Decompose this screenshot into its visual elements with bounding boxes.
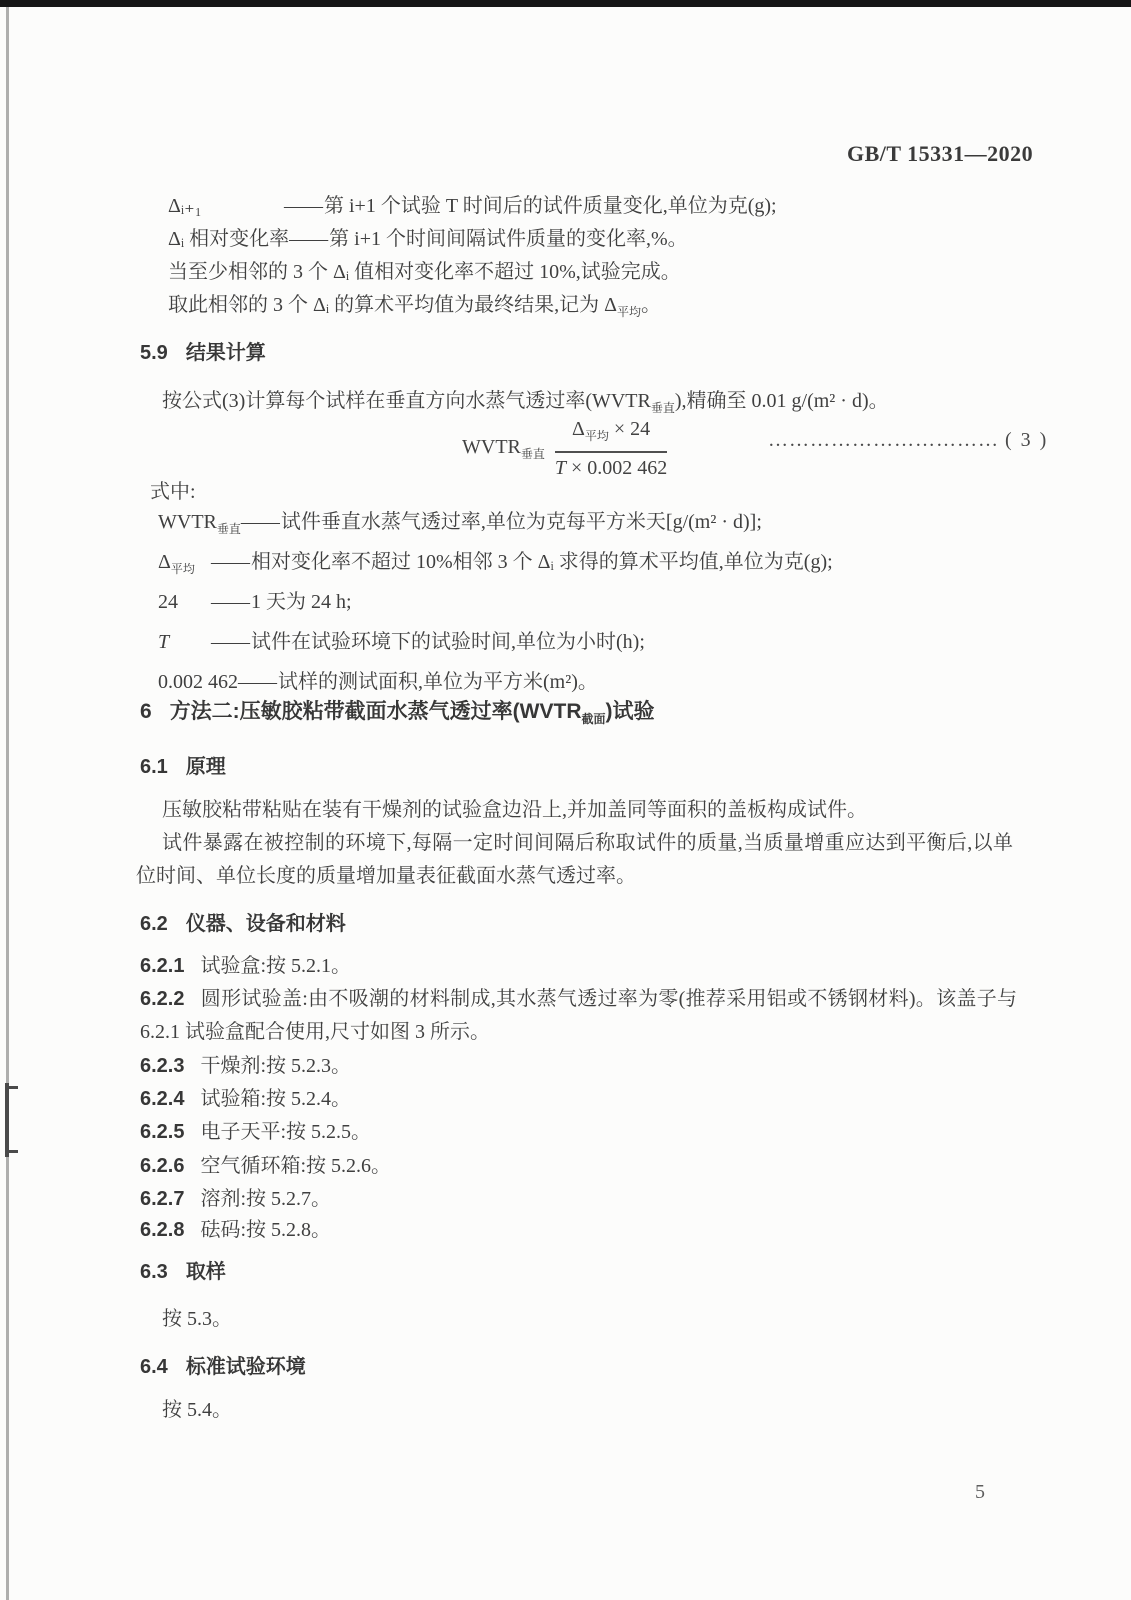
clause-number: 6.2.5: [140, 1121, 185, 1143]
subscript-label: 垂直: [650, 401, 675, 415]
where-dash: ——: [211, 591, 249, 613]
fraction: [555, 416, 667, 481]
where-dash: ——: [211, 551, 249, 573]
definition-term: Δᵢ₊₁: [168, 195, 202, 217]
where-dash: ——: [211, 631, 249, 653]
clause-item: [140, 1083, 1017, 1116]
definition-term: Δᵢ 相对变化率: [168, 228, 290, 250]
heading-title: 结果计算: [185, 342, 266, 364]
leader-dots: ……………………………: [768, 429, 999, 451]
paragraph: 按 5.3。: [162, 1308, 232, 1330]
paragraph: 压敏胶粘带粘贴在装有干燥剂的试验盒边沿上,并加盖同等面积的盖板构成试件。: [162, 799, 867, 821]
where-text: 1 天为 24 h;: [251, 591, 352, 613]
where-dash: ——: [240, 511, 279, 533]
formula-lhs: [462, 436, 545, 462]
where-term: [158, 506, 241, 546]
where-row: [158, 506, 1012, 546]
formula-lhs-base: WVTR: [462, 435, 521, 458]
clause-item: [140, 1183, 1017, 1216]
clause-item: [140, 983, 1017, 1049]
definition-row: [168, 223, 1012, 256]
note-text: 取此相邻的 3 个 Δᵢ 的算术平均值为最终结果,记为 Δ: [168, 294, 617, 316]
scan-tick-mark: [5, 1086, 18, 1089]
clause-item: [140, 1150, 1017, 1183]
clause-number: 6.2.1: [140, 955, 185, 977]
clause-number: 6.2.3: [140, 1055, 185, 1077]
heading-number: 6.2: [140, 913, 168, 935]
where-text: 试件垂直水蒸气透过率,单位为克每平方米天[g/(m² · d)];: [280, 511, 762, 533]
term-base: WVTR: [158, 511, 217, 533]
where-term: [158, 626, 211, 666]
where-row: [158, 546, 1012, 586]
where-term: [158, 546, 211, 586]
denominator-rest: × 0.002 462: [566, 457, 668, 479]
clause-text: 试验箱:按 5.2.4。: [200, 1088, 352, 1110]
term-base: Δ: [158, 551, 171, 573]
paragraph: 按 5.4。: [162, 1399, 232, 1421]
term-base: T: [158, 631, 170, 653]
subscript-label: 平均: [617, 305, 642, 319]
heading-6: [140, 695, 655, 727]
heading-title-text: 方法二:压敏胶粘带截面水蒸气透过率(WVTR: [169, 700, 582, 723]
paragraph: 试件暴露在被控制的环境下,每隔一定时间间隔后称取试件的质量,当质量增重应达到平衡后,以单位时间、单位长度的质量增加量表征截面水蒸气透过率。: [136, 832, 1013, 887]
numerator-rest: × 24: [608, 418, 651, 440]
denominator-variable: T: [554, 457, 567, 479]
formula-leader: [768, 429, 1048, 452]
scan-edge-left: [6, 7, 9, 1600]
formula-wvtr: [462, 416, 667, 481]
definition-dash: ——: [289, 228, 328, 250]
clause-number: 6.2.2: [140, 988, 185, 1010]
heading-5-9: [140, 336, 266, 365]
term-base: 24: [158, 591, 178, 613]
scan-mark-left: [5, 1083, 9, 1157]
heading-title: 原理: [185, 756, 226, 778]
heading-6-2: [140, 907, 346, 936]
subscript-label: 垂直: [216, 522, 241, 536]
heading-number: 6: [140, 700, 152, 723]
definition-text: 第 i+1 个试验 T 时间后的试件质量变化,单位为克(g);: [324, 195, 777, 217]
note-text: 。: [641, 294, 662, 316]
page-number: 5: [975, 1481, 985, 1503]
fraction-denominator: [555, 453, 667, 481]
clause-number: 6.2.4: [140, 1088, 185, 1110]
where-text: 相对变化率不超过 10%相邻 3 个 Δᵢ 求得的算术平均值,单位为克(g);: [251, 551, 833, 573]
where-dash: ——: [238, 671, 276, 693]
heading-6-1: [140, 750, 226, 779]
subscript-label: 截面: [581, 712, 606, 726]
numerator-symbol: Δ: [572, 418, 585, 440]
heading-6-3: [140, 1255, 226, 1284]
clause-text: 试验盒:按 5.2.1。: [200, 955, 352, 977]
term-base: 0.002 462: [158, 671, 238, 693]
paragraph-text: ),精确至 0.01 g/(m² · d)。: [674, 390, 889, 412]
definition-note: 当至少相邻的 3 个 Δᵢ 值相对变化率不超过 10%,试验完成。: [168, 261, 681, 283]
standard-number: GB/T 15331—2020: [847, 141, 1034, 166]
definition-text: 第 i+1 个时间间隔试件质量的变化率,%。: [329, 228, 688, 250]
clause-item: [140, 1214, 1017, 1247]
paragraph-text: 按公式(3)计算每个试样在垂直方向水蒸气透过率(WVTR: [162, 390, 651, 412]
heading-title: 仪器、设备和材料: [185, 913, 346, 935]
scan-edge-top: [0, 0, 1131, 7]
where-text: 试件在试验环境下的试验时间,单位为小时(h);: [251, 631, 645, 653]
definition-note: [168, 289, 1012, 329]
where-row: [158, 586, 1012, 626]
where-text: 试样的测试面积,单位为平方米(m²)。: [278, 671, 598, 693]
clause-item: [140, 1050, 1017, 1083]
heading-title: 标准试验环境: [185, 1356, 306, 1378]
clause-number: 6.2.6: [140, 1155, 185, 1177]
where-row: [158, 626, 1012, 666]
heading-number: 6.3: [140, 1261, 168, 1283]
where-list: [158, 506, 1012, 706]
definition-list: [168, 190, 1012, 329]
clause-text: 砝码:按 5.2.8。: [200, 1219, 332, 1241]
heading-number: 6.1: [140, 756, 168, 778]
heading-6-4: [140, 1350, 306, 1379]
clause-text: 圆形试验盖:由不吸潮的材料制成,其水蒸气透过率为零(推荐采用铝或不锈钢材料)。该盖子与 6.2.1 试验盒配合使用,尺寸如图 3 所示。: [140, 988, 1017, 1043]
definition-row: [168, 190, 1012, 223]
clause-item: [140, 950, 1017, 983]
where-label: 式中:: [150, 481, 196, 503]
clause-text: 溶剂:按 5.2.7。: [200, 1188, 332, 1210]
clause-text: 干燥剂:按 5.2.3。: [200, 1055, 352, 1077]
heading-number: 5.9: [140, 342, 168, 364]
heading-title-text: )试验: [605, 700, 655, 723]
heading-number: 6.4: [140, 1356, 168, 1378]
where-term: [158, 586, 211, 626]
subscript-label: 垂直: [520, 446, 545, 461]
clause-text: 空气循环箱:按 5.2.6。: [200, 1155, 392, 1177]
fraction-numerator: [555, 416, 667, 453]
clause-number: 6.2.7: [140, 1188, 185, 1210]
heading-title: [169, 700, 655, 726]
clause-text: 电子天平:按 5.2.5。: [200, 1121, 372, 1143]
clause-number: 6.2.8: [140, 1219, 185, 1241]
equation-number: ( 3 ): [1005, 429, 1049, 451]
definition-dash: ——: [284, 195, 322, 217]
subscript-label: 平均: [170, 562, 195, 576]
heading-title: 取样: [185, 1261, 226, 1283]
subscript-label: 平均: [584, 429, 609, 443]
scan-tick-mark: [5, 1150, 18, 1153]
clause-item: [140, 1116, 1017, 1149]
